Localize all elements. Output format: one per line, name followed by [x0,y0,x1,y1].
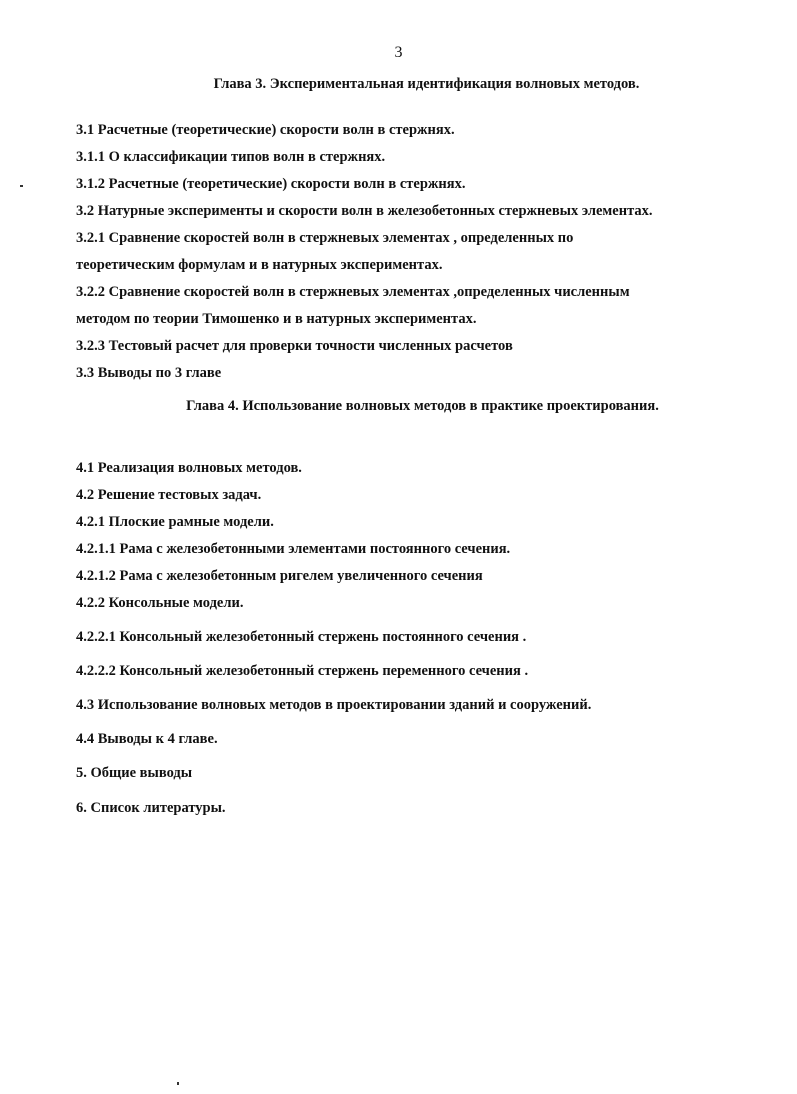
toc-item-4-2-1-2: 4.2.1.2 Рама с железобетонным ригелем увеличенного сечения [76,568,483,584]
toc-item-4-2-2-1: 4.2.2.1 Консольный железобетонный стержень постоянного сечения . [76,629,527,645]
scan-artifact [20,185,23,187]
toc-item-3-2-2-cont: методом по теории Тимошенко и в натурных экспериментах. [76,311,477,327]
toc-item-3-1-2: 3.1.2 Расчетные (теоретические) скорости волн в стержнях. [76,176,466,192]
chapter-3-title: Глава 3. Экспериментальная идентификация волновых методов. [213,76,640,92]
chapter-4-title: Глава 4. Использование волновых методов в практике проектирования. [186,398,659,414]
toc-item-3-2-3: 3.2.3 Тестовый расчет для проверки точности численных расчетов [76,338,513,354]
scan-artifact [177,1082,179,1085]
toc-item-4-2-2: 4.2.2 Консольные модели. [76,595,244,611]
page-number: 3 [394,44,403,61]
toc-item-3-3: 3.3 Выводы по 3 главе [76,365,222,381]
toc-item-4-2-1: 4.2.1 Плоские рамные модели. [76,514,274,530]
toc-item-4-3: 4.3 Использование волновых методов в проектировании зданий и сооружений. [76,697,592,713]
toc-item-3-2-1: 3.2.1 Сравнение скоростей волн в стержневых элементах , определенных по [76,230,574,246]
toc-item-6: 6. Список литературы. [76,800,226,816]
toc-item-3-1-1: 3.1.1 О классификации типов волн в стержнях. [76,149,386,165]
toc-item-3-2: 3.2 Натурные эксперименты и скорости волн в железобетонных стержневых элементах. [76,203,653,219]
toc-item-4-2-1-1: 4.2.1.1 Рама с железобетонными элементами постоянного сечения. [76,541,511,557]
toc-item-4-4: 4.4 Выводы к 4 главе. [76,731,218,747]
toc-item-5: 5. Общие выводы [76,765,193,781]
toc-item-3-2-1-cont: теоретическим формулам и в натурных экспериментах. [76,257,443,273]
toc-item-3-1: 3.1 Расчетные (теоретические) скорости волн в стержнях. [76,122,455,138]
toc-item-4-1: 4.1 Реализация волновых методов. [76,460,302,476]
toc-item-4-2: 4.2 Решение тестовых задач. [76,487,262,503]
toc-item-3-2-2: 3.2.2 Сравнение скоростей волн в стержневых элементах ,определенных численным [76,284,630,300]
toc-item-4-2-2-2: 4.2.2.2 Консольный железобетонный стержень переменного сечения . [76,663,529,679]
